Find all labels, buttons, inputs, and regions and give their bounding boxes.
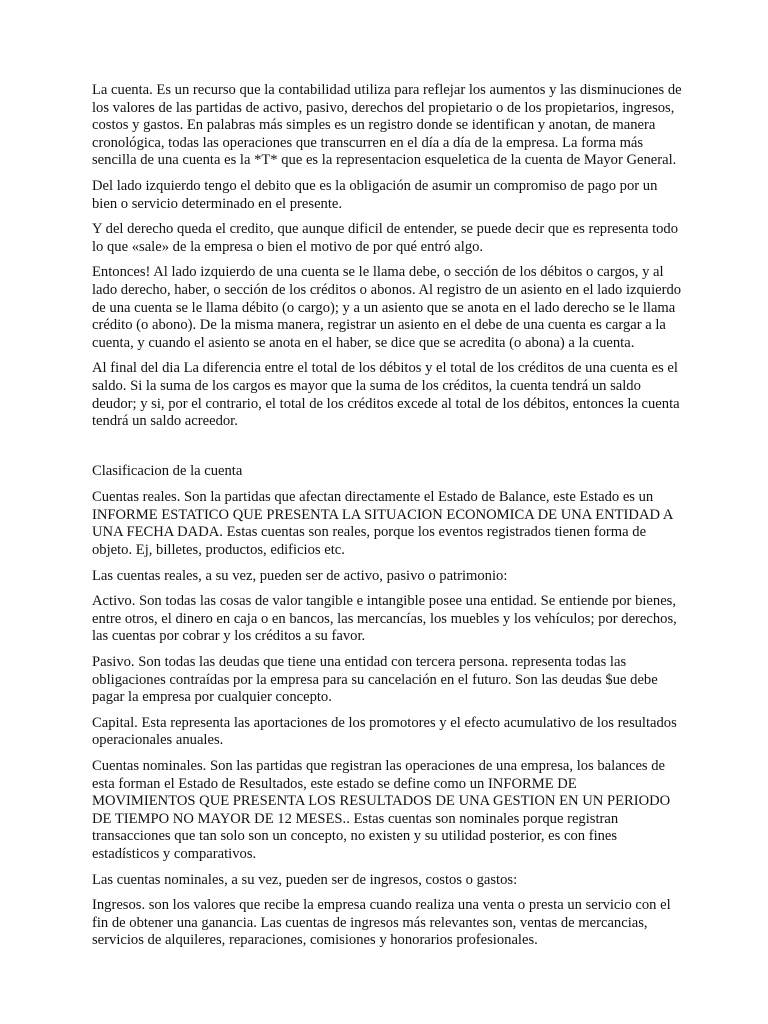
paragraph-la-cuenta: La cuenta. Es un recurso que la contabilidad utiliza para reflejar los aumentos y las disminuciones de los valores de las partidas de activo, pasivo, derechos del propietario o de los propietarios, ingresos, costos y gastos. En palabras más simples es un registro donde se identifican y anotan, de manera cronológica, todas las operaciones que transcurren en el día a día de la empresa. La forma más sencilla de una cuenta es la *T* que es la representacion esqueletica de la cuenta de Mayor General.	[92, 82, 682, 169]
section-title: Clasificacion de la cuenta	[92, 462, 243, 479]
paragraph-activo: Activo. Son todas las cosas de valor tangible e intangible posee una entidad. Se entiende por bienes, entre otros, el dinero en caja o en bancos, las mercancías, los muebles y los vehículos; por derechos, las cuentas por cobrar y los créditos a su favor.	[92, 593, 677, 645]
paragraph-debe-haber: Entonces! Al lado izquierdo de una cuenta se le llama debe, o sección de los débitos o cargos, y al lado derecho, haber, o sección de los créditos o abonos. Al registro de un asiento en el lado izquierdo de una cuenta se le llama débito (o cargo); y a un asiento que se anota en el lado derecho se le llama crédito (o abono). De la misma manera, registrar un asiento en el debe de una cuenta es cargar a la cuenta, y cuando el asiento se anota en el haber, se dice que se acredita (o abona) a la cuenta.	[92, 264, 682, 351]
document-page	[92, 82, 682, 958]
paragraph-credito: Y del derecho queda el credito, que aunque dificil de entender, se puede decir que es representa todo lo que «sale» de la empresa o bien el motivo de por qué entró algo.	[92, 221, 679, 255]
paragraph-capital: Capital. Esta representa las aportaciones de los promotores y el efecto acumulativo de los resultados operacionales anuales.	[92, 714, 677, 749]
paragraph-pasivo: Pasivo. Son todas las deudas que tiene una entidad con tercera persona. representa todas las obligaciones contraídas por la empresa para su cancelación en el futuro. Son las deudas $ue debe pagar la empresa por cualquier concepto.	[92, 654, 658, 706]
paragraph-cuentas-nominales: Cuentas nominales. Son las partidas que registran las operaciones de una empresa, los balances de esta forman el Estado de Resultados, este estado se define como un INFORME DE MOVIMIENTOS QUE PRESENTA LOS RESULTADOS DE UNA GESTION EN UN PERIODO DE TIEMPO NO MAYOR DE 12 MESES.. Estas cuentas son nominales porque registran transacciones que tan solo son un concepto, no existen y su utilidad posterior, es con fines estadísticos y comparativos.	[92, 758, 671, 862]
paragraph-cuentas-reales: Cuentas reales. Son la partidas que afectan directamente el Estado de Balance, este Estado es un INFORME ESTATICO QUE PRESENTA LA SITUACION ECONOMICA DE UNA ENTIDAD A UNA FECHA DADA. Estas cuentas son reales, porque los eventos registrados tienen forma de objeto. Ej, billetes, productos, edificios etc.	[92, 489, 673, 559]
paragraph-tipos-nominales: Las cuentas nominales, a su vez, pueden ser de ingresos, costos o gastos:	[92, 871, 518, 888]
paragraph-saldo: Al final del dia La diferencia entre el total de los débitos y el total de los créditos de una cuenta es el saldo. Si la suma de los cargos es mayor que la suma de los créditos, la cuenta tendrá un saldo deudor; y si, por el contrario, el total de los créditos excede al total de los débitos, entonces la cuenta tendrá un saldo acreedor.	[92, 360, 680, 430]
paragraph-ingresos: Ingresos. son los valores que recibe la empresa cuando realiza una venta o presta un servicio con el fin de obtener una ganancia. Las cuentas de ingresos más relevantes son, ventas de mercancias, servicios de alquileres, reparaciones, comisiones y honorarios profesionales.	[92, 897, 671, 949]
paragraph-debito: Del lado izquierdo tengo el debito que es la obligación de asumir un compromiso de pago por un bien o servicio determinado en el presente.	[92, 177, 658, 212]
paragraph-tipos-reales: Las cuentas reales, a su vez, pueden ser de activo, pasivo o patrimonio:	[92, 567, 508, 584]
